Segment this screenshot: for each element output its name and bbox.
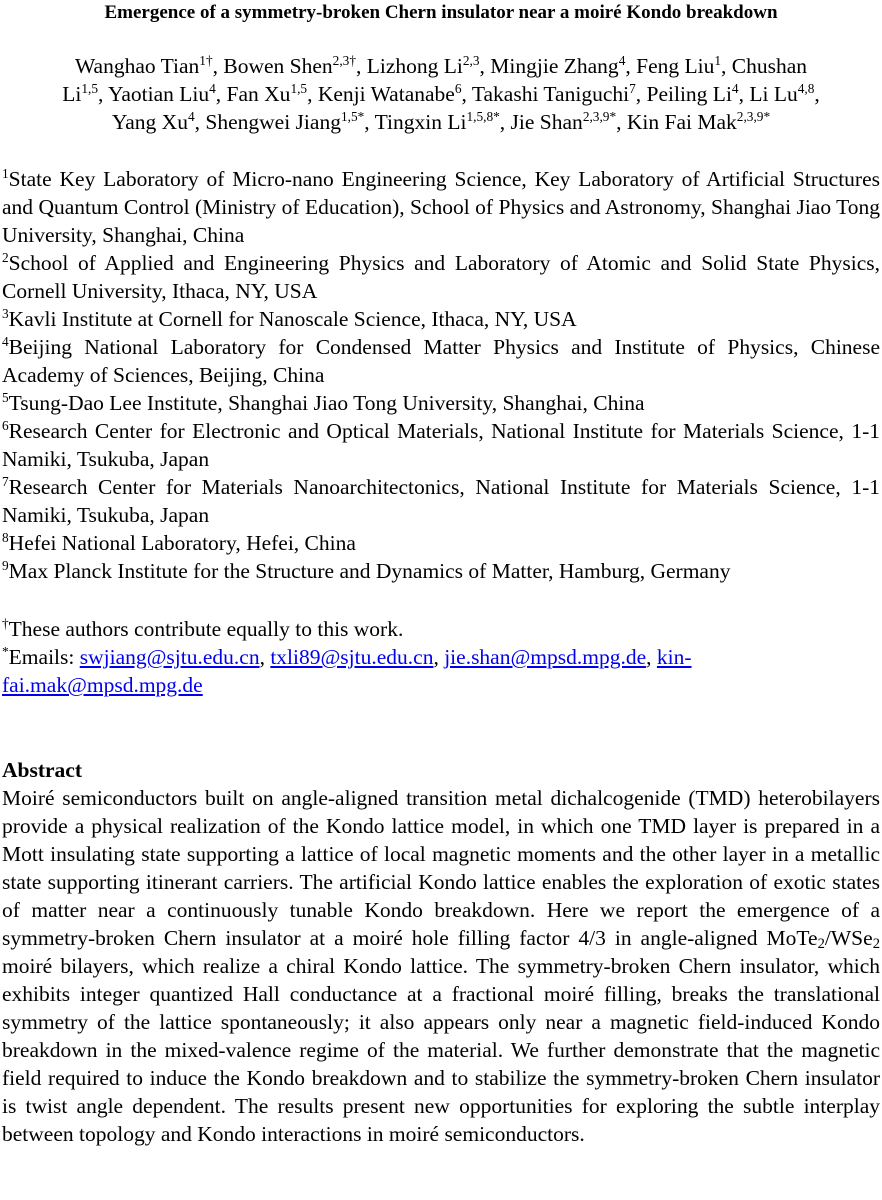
email-note: *Emails: swjiang@sjtu.edu.cn, txli89@sjtu.edu.cn, jie.shan@mpsd.mpg.de, kin-fai.mak@mpsd.mpg.de	[2, 644, 692, 697]
author-affiliation-marker: 1,5,8*	[466, 109, 500, 125]
affiliation	[2, 249, 880, 305]
author: Feng Liu	[636, 54, 715, 78]
affiliation-text: Tsung-Dao Lee Institute, Shanghai Jiao Tong University, Shanghai, China	[8, 391, 645, 415]
email-link-li[interactable]: txli89@sjtu.edu.cn	[270, 645, 434, 669]
author-affiliation-marker: 1,5*	[340, 109, 365, 125]
affiliation	[2, 557, 880, 585]
author-line-3: Yang Xu$^4$, Shengwei Jiang$^{1,5*}$, Tingxin $Li^{1,5,8*}$, Jie Shan$^{2,3,9*}$, Kin Fai Mak$^{2,3,9*}$	[111, 109, 771, 134]
affiliation-text: Research Center for Electronic and Optical Materials, National Institute for Materials Science, 1-1 Namiki, Tsukuba, Japan	[2, 419, 880, 471]
author-affiliation-marker: 2,3,9*	[736, 109, 771, 125]
author-line-1: Wanghao Tian$^{1\dagger}$, Bowen Shen$^{2,3\dagger}$, Lizhong Li$^{2,3}$, Mingjie Zhang$^4$, Feng Liu$^1$, Chushan	[74, 53, 808, 78]
affiliation-text: School of Applied and Engineering Physics and Laboratory of Atomic and Solid State Physics, Cornell University, Ithaca, NY, USA	[2, 251, 880, 303]
paper-title: Emergence of a symmetry-broken Chern insulator near a moiré Kondo breakdown	[104, 2, 778, 23]
email-link-mak[interactable]: kin-fai.mak@mpsd.mpg.de	[2, 645, 692, 697]
affiliation	[2, 417, 880, 473]
author: Wanghao Tian	[74, 54, 200, 78]
author: Tingxin Li	[374, 110, 467, 134]
author-line-2: Li$^{1,5}$, Yaotian Liu$^4$, Fan Xu$^{1,5}$, Kenji Watanabe$^6$, Takashi Taniguchi$^7$, Peiling Li$^4$, Li Lu$^{4,8}$,	[62, 81, 820, 106]
formula-separator: /	[824, 926, 831, 950]
author-last-name: Li	[62, 82, 82, 106]
email-link-jiang[interactable]: swjiang@sjtu.edu.cn	[79, 645, 260, 669]
author: Fan Xu	[226, 82, 291, 106]
email-label: Emails:	[8, 645, 80, 669]
author-affiliation-marker: 2,3,9*	[582, 109, 617, 125]
author-affiliation-marker: 2,3	[462, 53, 480, 69]
affiliation-number: 9	[2, 558, 9, 574]
author: Takashi Taniguchi	[471, 82, 630, 106]
author-affiliation-marker: 1	[714, 53, 722, 69]
affiliation	[2, 165, 880, 249]
footnotes	[2, 615, 880, 699]
affiliation-text: Max Planck Institute for the Structure and Dynamics of Matter, Hamburg, Germany	[8, 559, 731, 583]
formula-wse-subscript: 2	[872, 936, 880, 953]
author-affiliation-marker: 6	[454, 81, 462, 97]
affiliation	[2, 333, 880, 389]
author: Shengwei Jiang	[205, 110, 341, 134]
affiliation-number: 5	[2, 390, 9, 406]
abstract-part-2: moiré bilayers, which realize a chiral Kondo lattice. The symmetry-broken Chern insulator, which exhibits integer quantized Hall conductance at a fractional moiré filling, breaks the translational symmetry of the lattice spontaneously; it also appears only near a magnetic field-induced Kondo breakdown in the mixed-valence regime of the material. We further demonstrate that the magnetic field required to induce the Kondo breakdown and to stabilize the symmetry-broken Chern insulator is twist angle dependent. The results present new opportunities for exploring the subtle interplay between topology and Kondo interactions in moiré semiconductors.	[2, 954, 880, 1146]
author-affiliation-marker: 4	[209, 81, 216, 97]
author: Kenji Watanabe	[317, 82, 455, 106]
author-affiliation-marker: 1†	[199, 53, 213, 69]
author: Jie Shan	[510, 110, 583, 134]
affiliation-number: 1	[2, 166, 9, 182]
email-link-shan[interactable]: jie.shan@mpsd.mpg.de	[444, 645, 647, 669]
author-affiliation-marker: 2,3†	[332, 53, 356, 69]
affiliation-number: 6	[2, 418, 9, 434]
formula-mote: MoTe	[766, 926, 818, 950]
chemical-formula	[766, 926, 880, 953]
author-affiliation-marker: 1,5	[81, 81, 99, 97]
affiliation-number: 7	[2, 474, 9, 490]
author: Yang Xu	[111, 110, 188, 134]
affiliation-text: Hefei National Laboratory, Hefei, China	[8, 531, 356, 555]
affiliation-text: Kavli Institute at Cornell for Nanoscale Science, Ithaca, NY, USA	[8, 307, 577, 331]
author: Kin Fai Mak	[626, 110, 737, 134]
abstract-heading: Abstract	[2, 758, 83, 782]
author-list	[0, 52, 882, 136]
equal-contribution-text: These authors contribute equally to this work.	[8, 617, 404, 641]
author-first-name: Chushan	[731, 54, 808, 78]
equal-contribution-note	[2, 615, 880, 643]
affiliation-number: 2	[2, 250, 9, 266]
author: Mingjie Zhang	[490, 54, 619, 78]
author-affiliation-marker: 1,5	[290, 81, 308, 97]
author: Yaotian Liu	[107, 82, 210, 106]
dagger-symbol: †	[2, 616, 9, 632]
affiliation-number: 8	[2, 530, 9, 546]
author-affiliation-marker: 4,8	[797, 81, 815, 97]
affiliation-text: State Key Laboratory of Micro-nano Engineering Science, Key Laboratory of Artificial Structures and Quantum Control (Ministry of Education), School of Physics and Astronomy, Shanghai Jiao Tong University, Shanghai, China	[2, 167, 880, 247]
abstract-part-1: Moiré semiconductors built on angle-aligned transition metal dichalcogenide (TMD) heterobilayers provide a physical realization of the Kondo lattice model, in which one TMD layer is prepared in a Mott insulating state supporting a lattice of local magnetic moments and the other layer in a metallic state supporting itinerant carriers. The artificial Kondo lattice enables the exploration of exotic states of matter near a continuously tunable Kondo breakdown. Here we report the emergence of a symmetry-broken Chern insulator at a moiré hole filling factor 4/3 in angle-aligned	[2, 786, 880, 950]
affiliation-text: Research Center for Materials Nanoarchitectonics, National Institute for Materials Science, 1-1 Namiki, Tsukuba, Japan	[2, 475, 880, 527]
author: Peiling Li	[646, 82, 732, 106]
affiliation	[2, 529, 880, 557]
author: Lizhong Li	[366, 54, 463, 78]
affiliation-text: Beijing National Laboratory for Condensed Matter Physics and Institute of Physics, Chinese Academy of Sciences, Beijing, China	[2, 335, 880, 387]
author-affiliation-marker: 7	[629, 81, 636, 97]
affiliation	[2, 389, 880, 417]
affiliation-number: 3	[2, 306, 9, 322]
author-affiliation-marker: 4	[731, 81, 739, 97]
formula-wse: WSe	[830, 926, 873, 950]
author-affiliation-marker: 4	[187, 109, 195, 125]
abstract-text	[2, 784, 880, 1148]
author: Bowen Shen	[223, 54, 333, 78]
affiliation	[2, 305, 880, 333]
author-affiliation-marker: 4	[618, 53, 626, 69]
affiliation-number: 4	[2, 334, 9, 350]
formula-mote-subscript: 2	[817, 936, 825, 953]
affiliation-list	[2, 165, 880, 585]
author: Li Lu	[749, 82, 798, 106]
asterisk-symbol: *	[2, 644, 9, 660]
affiliation	[2, 473, 880, 529]
